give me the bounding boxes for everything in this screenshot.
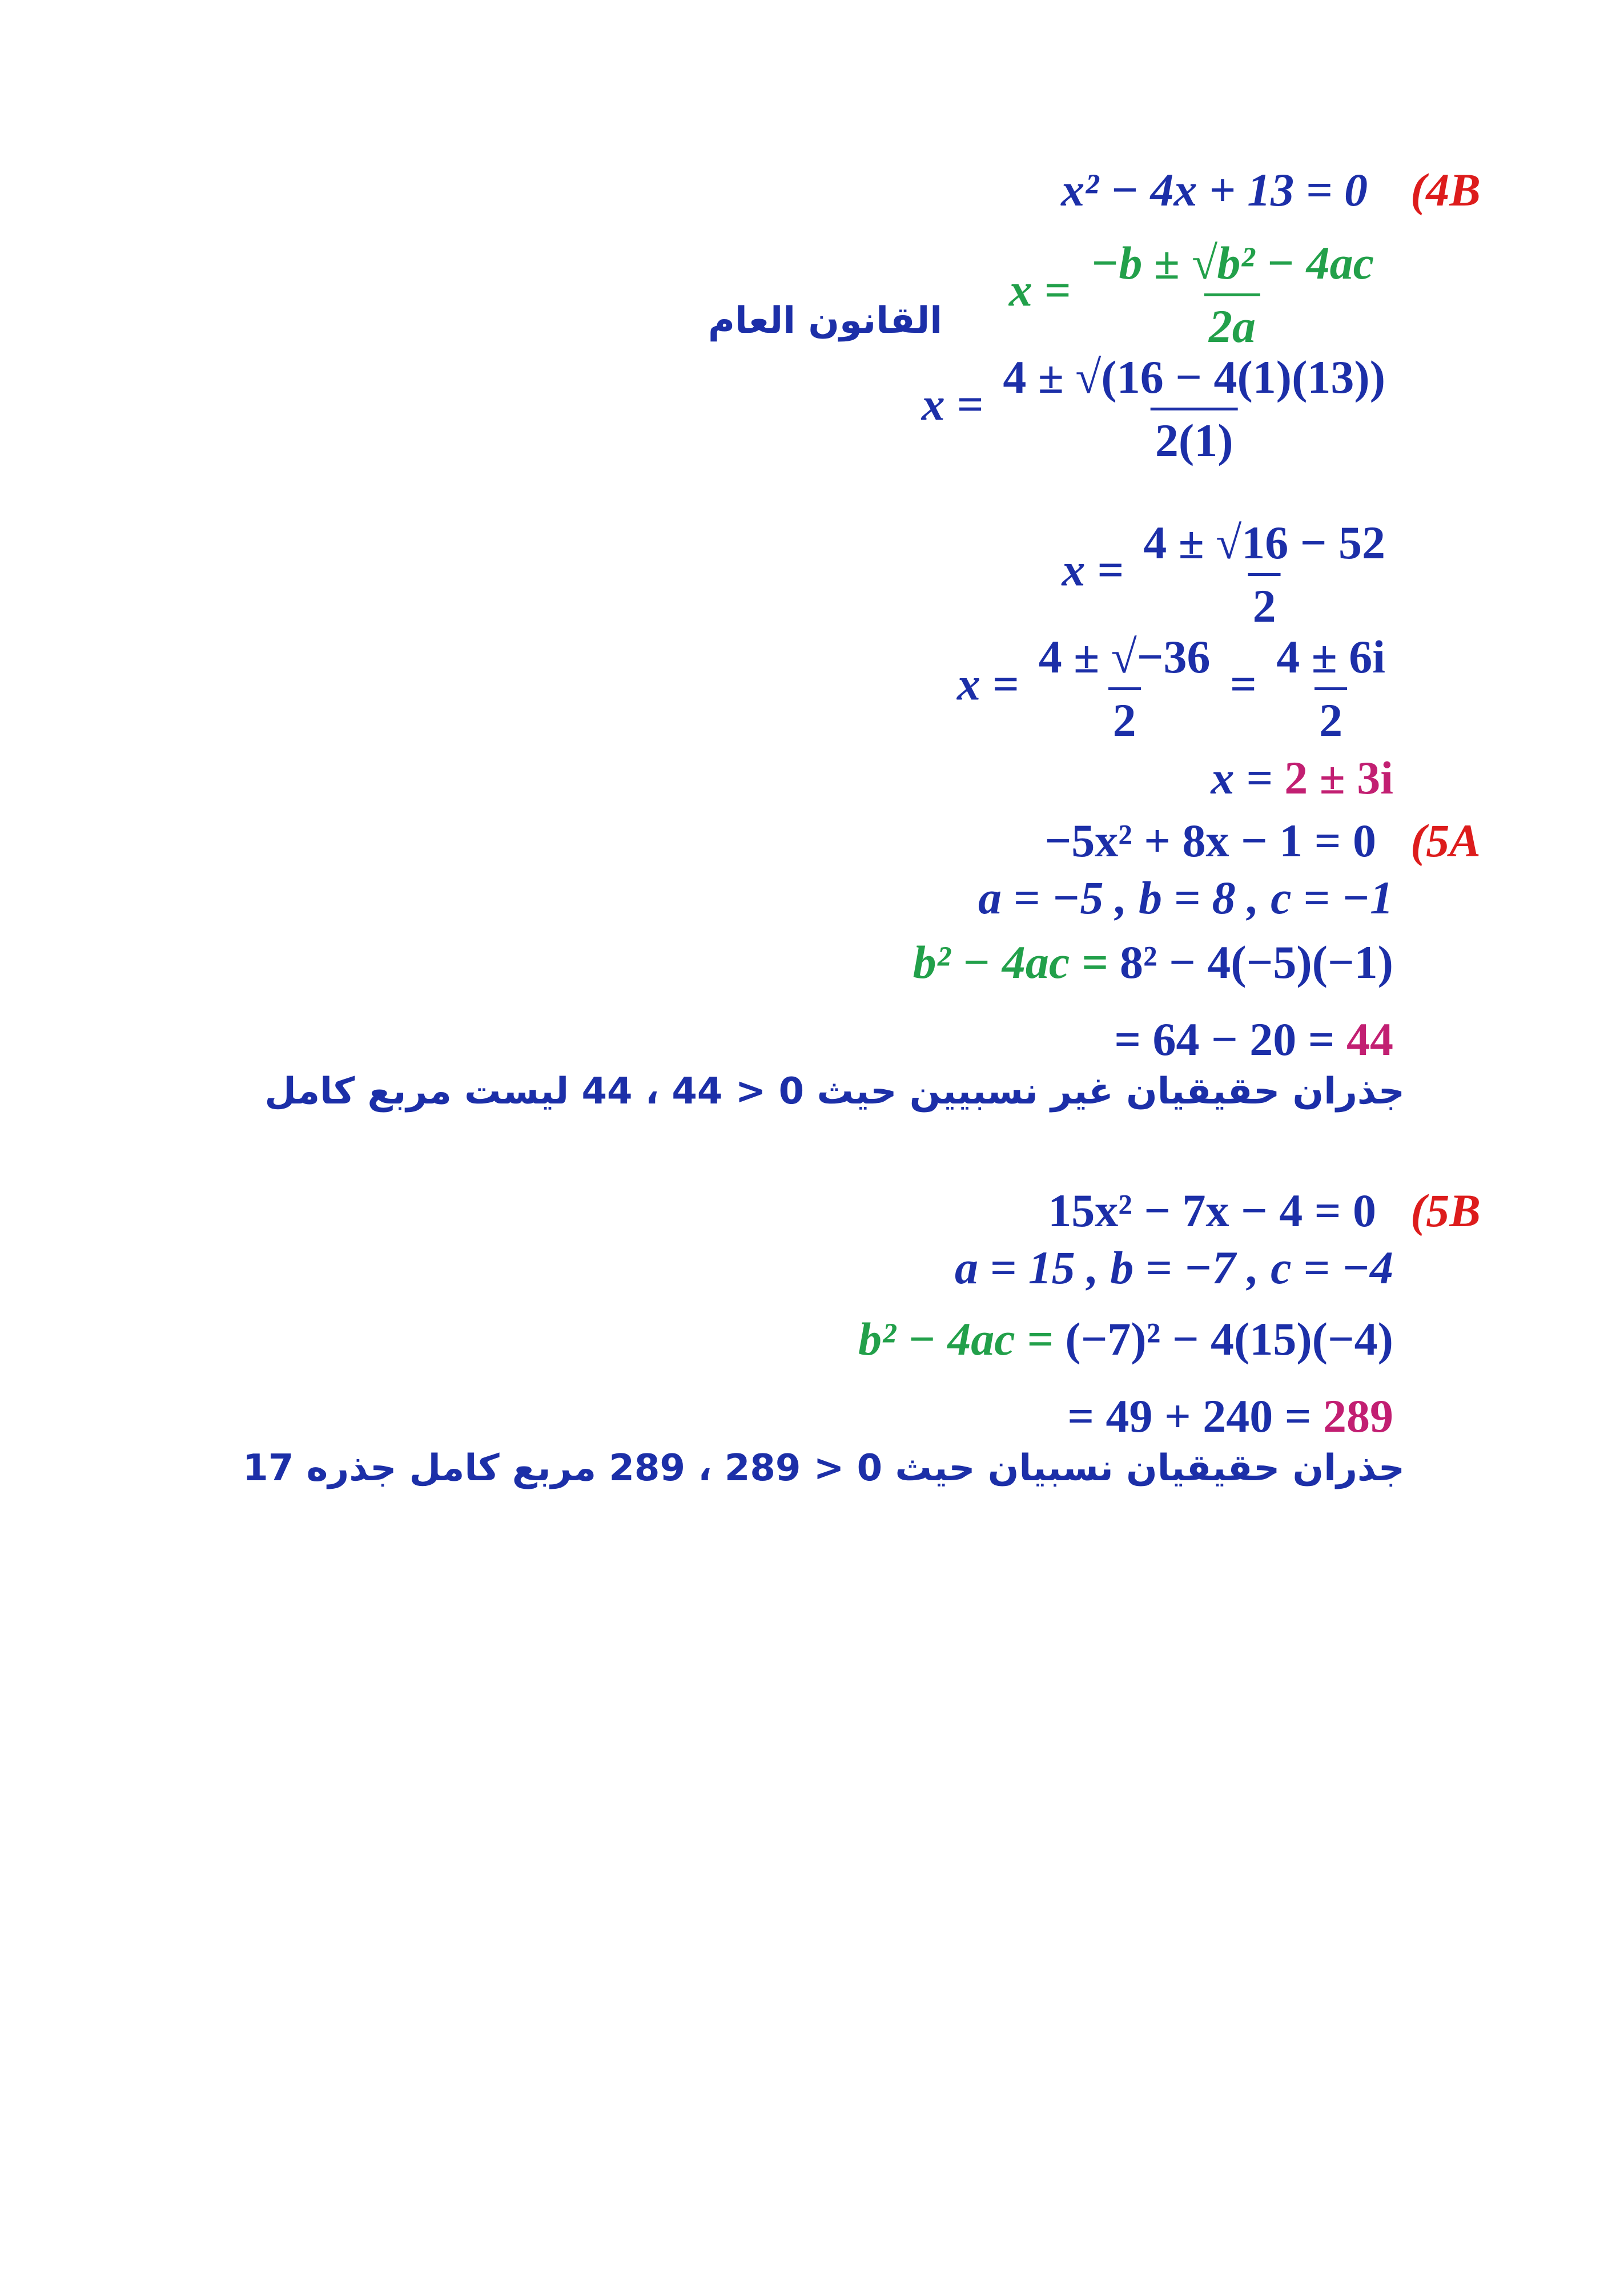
formula-lhs: x = — [1008, 264, 1071, 316]
problem-5a-coefficients: a = −5 , b = 8 , c = −1 — [978, 872, 1393, 924]
step3-numerator-2: 4 ± 6i — [1276, 631, 1385, 683]
step3-equals: = — [1229, 658, 1257, 710]
problem-5b-discriminant — [858, 1313, 1393, 1365]
step2-lhs: x = — [1062, 543, 1124, 596]
problem-5a-label: (5A — [1410, 815, 1481, 867]
step3-denominator-2: 2 — [1315, 687, 1347, 744]
step1-denominator: 2(1) — [1151, 408, 1238, 464]
step2-numerator: 4 ± √16 − 52 — [1143, 517, 1385, 569]
problem-4b-label: (4B — [1410, 164, 1481, 216]
quadratic-formula — [1008, 237, 1382, 352]
problem-5b-coefficients: a = 15 , b = −7 , c = −4 — [955, 1242, 1393, 1294]
result-value: 2 ± 3i — [1284, 752, 1393, 804]
problem-5a-conclusion: جذران حقيقيان غير نسبيين حيث 0 < 44 ، 44 ليست مربع كامل — [264, 1070, 1405, 1113]
step-simplify — [1062, 519, 1393, 630]
formula-denominator: 2a — [1204, 293, 1260, 350]
step3-numerator-1: 4 ± √−36 — [1038, 631, 1211, 683]
step-imaginary — [957, 631, 1393, 746]
formula-caption: القانون العام — [708, 300, 943, 342]
step1-lhs: x = — [921, 378, 983, 430]
calc-expression: = 64 − 20 = — [1114, 1013, 1335, 1065]
discriminant-rhs: 8² − 4(−5)(−1) — [1120, 936, 1393, 988]
problem-5a-equation: −5x² + 8x − 1 = 0 — [1044, 815, 1376, 867]
calc-expression: = 49 + 240 = — [1067, 1390, 1312, 1442]
problem-4b-equation: x² − 4x + 13 = 0 — [1061, 164, 1368, 216]
discriminant-rhs: (−7)² − 4(15)(−4) — [1065, 1313, 1393, 1365]
problem-4b-result — [1211, 752, 1393, 804]
step3-denominator-1: 2 — [1108, 687, 1141, 744]
problem-5b-equation: 15x² − 7x − 4 = 0 — [1048, 1185, 1376, 1236]
step2-denominator: 2 — [1248, 573, 1281, 630]
problem-5b-conclusion: جذران حقيقيان نسبيان حيث 0 < 289 ، 289 مربع كامل جذره 17 — [243, 1447, 1405, 1489]
problem-5b-calc — [1067, 1390, 1393, 1442]
step3-lhs: x = — [957, 658, 1019, 710]
problem-5a-calc — [1114, 1013, 1393, 1065]
formula-numerator: −b ± √b² − 4ac — [1090, 237, 1374, 289]
result-lhs: x = — [1211, 752, 1273, 804]
step1-numerator: 4 ± √(16 − 4(1)(13)) — [1003, 351, 1385, 403]
discriminant-lhs: b² − 4ac = — [913, 936, 1108, 988]
problem-5b-label: (5B — [1410, 1185, 1481, 1236]
discriminant-lhs: b² − 4ac = — [858, 1313, 1054, 1365]
step-substitute — [921, 351, 1393, 466]
discriminant-value: 44 — [1346, 1013, 1393, 1065]
discriminant-value: 289 — [1323, 1390, 1393, 1442]
problem-5a-discriminant — [913, 936, 1393, 988]
